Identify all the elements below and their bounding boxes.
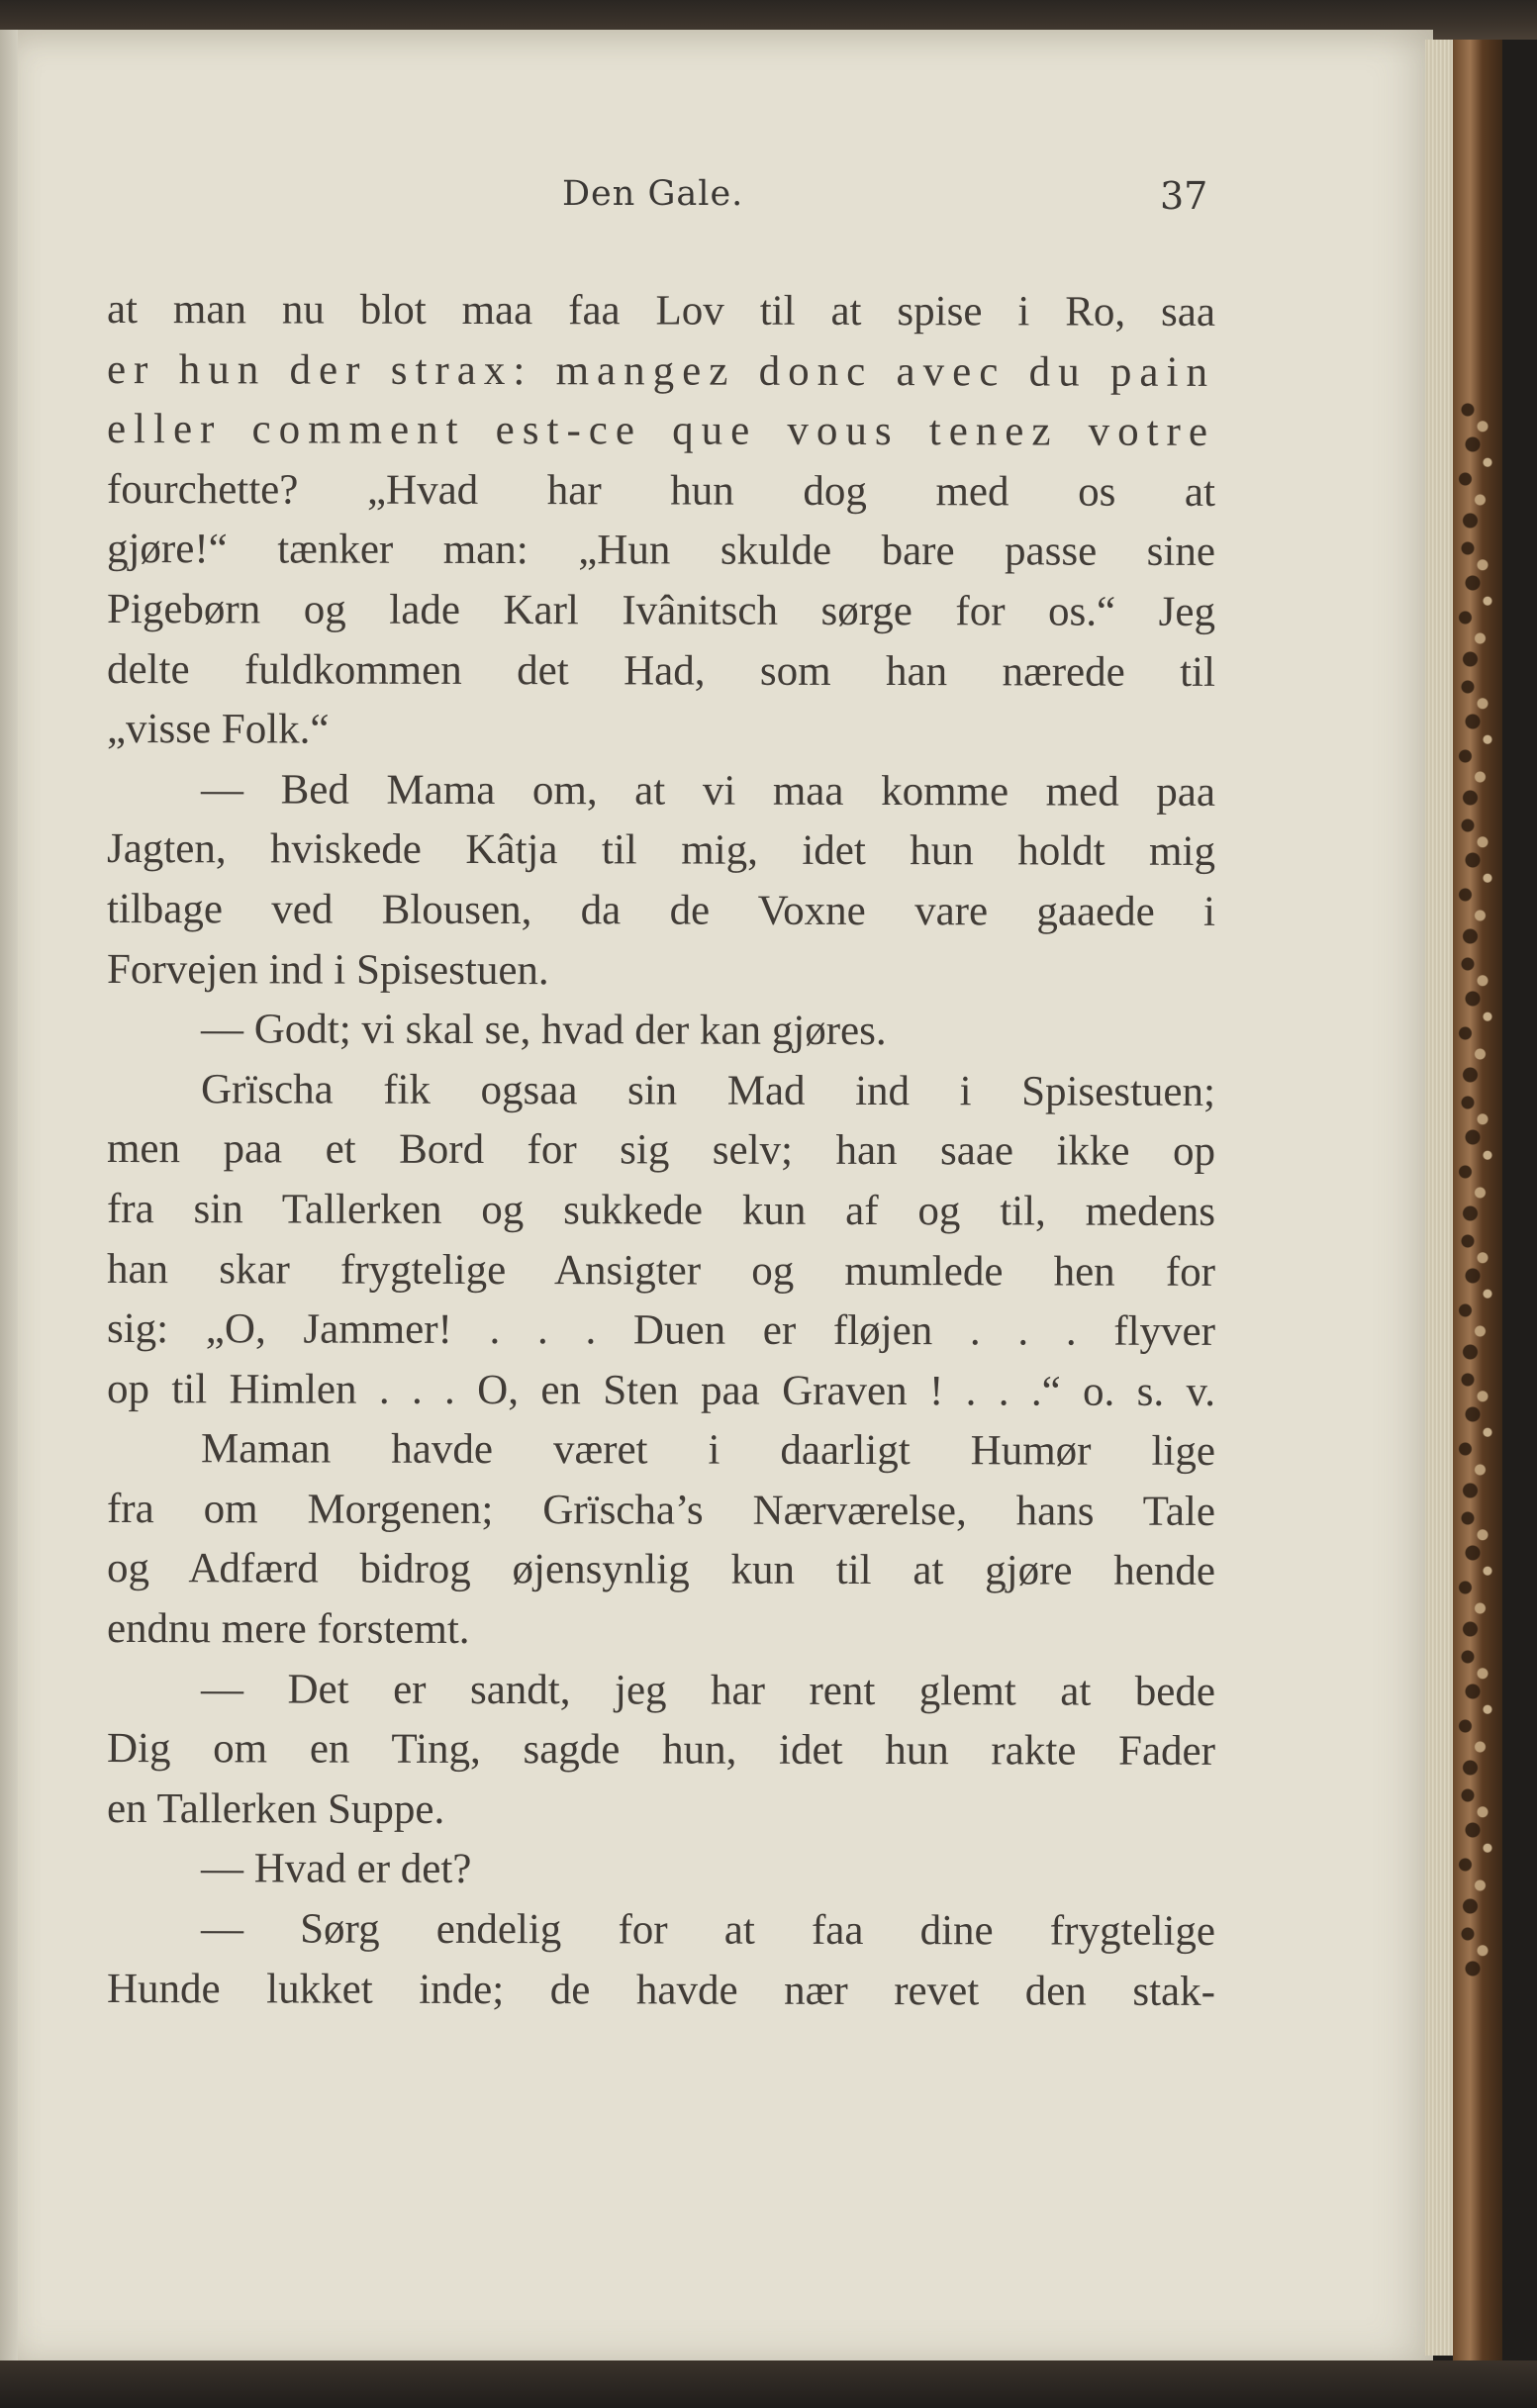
text-line: fourchette? „Hvad har hun dog med os at [106, 465, 1216, 516]
text-line: eller comment est-ce que vous tenez votre [106, 406, 1216, 456]
text-line: „visse Folk.“ [106, 706, 330, 753]
text-line: Maman havde været i daarligt Humør lige [200, 1425, 1216, 1476]
bottom-book-edge [0, 2360, 1537, 2408]
text-line: og Adfærd bidrog øjensynlig kun til at gjøre hende [106, 1545, 1216, 1595]
text-line: — Godt; vi skal se, hvad der kan gjøres. [200, 1006, 887, 1055]
text-line: men paa et Bord for sig selv; han saae ikke op [106, 1125, 1216, 1176]
text-line: en Tallerken Suppe. [106, 1784, 445, 1833]
text-line: — Hvad er det? [200, 1845, 472, 1893]
text-line: delte fuldkommen det Had, som han nærede til [106, 645, 1216, 696]
text-line: Grïscha fik ogsaa sin Mad ind i Spisestuen; [200, 1065, 1216, 1115]
marble-pattern [1453, 396, 1502, 1979]
text-line: sig: „O, Jammer! . . . Duen er fløjen . . . flyver [106, 1305, 1216, 1356]
running-head: Den Gale. [562, 174, 744, 214]
text-line: endnu mere forstemt. [106, 1605, 470, 1654]
text-line: Dig om en Ting, sagde hun, idet hun rakte Fader [106, 1725, 1216, 1776]
text-line: fra om Morgenen; Grïscha’s Nærværelse, hans Tale [106, 1485, 1216, 1535]
text-line: op til Himlen . . . O, en Sten paa Graven ! . . .“ o. s. v. [106, 1365, 1216, 1415]
text-line: — Det er sandt, jeg har rent glemt at bede [200, 1665, 1216, 1715]
text-line: han skar frygtelige Ansigter og mumlede hen for [106, 1245, 1216, 1296]
text-line: Forvejen ind i Spisestuen. [106, 945, 549, 994]
text-line: — Bed Mama om, at vi maa komme med paa [200, 765, 1216, 816]
text-line: fra sin Tallerken og sukkede kun af og til, medens [106, 1185, 1216, 1235]
page-number: 37 [1160, 174, 1208, 218]
text-line: gjøre!“ tænker man: „Hun skulde bare passe sine [106, 526, 1216, 576]
text-line: Pigebørn og lade Karl Ivânitsch sørge for os.“ Jeg [106, 585, 1216, 635]
text-line: Hunde lukket inde; de havde nær revet den stak- [106, 1965, 1216, 2015]
body-text [107, 280, 1215, 2019]
page-stack-edge [1425, 40, 1455, 2356]
text-line: Jagten, hviskede Kâtja til mig, idet hun holdt mig [106, 825, 1216, 876]
text-line: er hun der strax: mangez donc avec du pain [106, 345, 1216, 396]
text-line: tilbage ved Blousen, da de Voxne vare gaaede i [106, 885, 1216, 935]
text-line: — Sørg endelig for at faa dine frygtelige [200, 1905, 1216, 1955]
text-line: at man nu blot maa faa Lov til at spise i Ro, saa [106, 286, 1216, 336]
